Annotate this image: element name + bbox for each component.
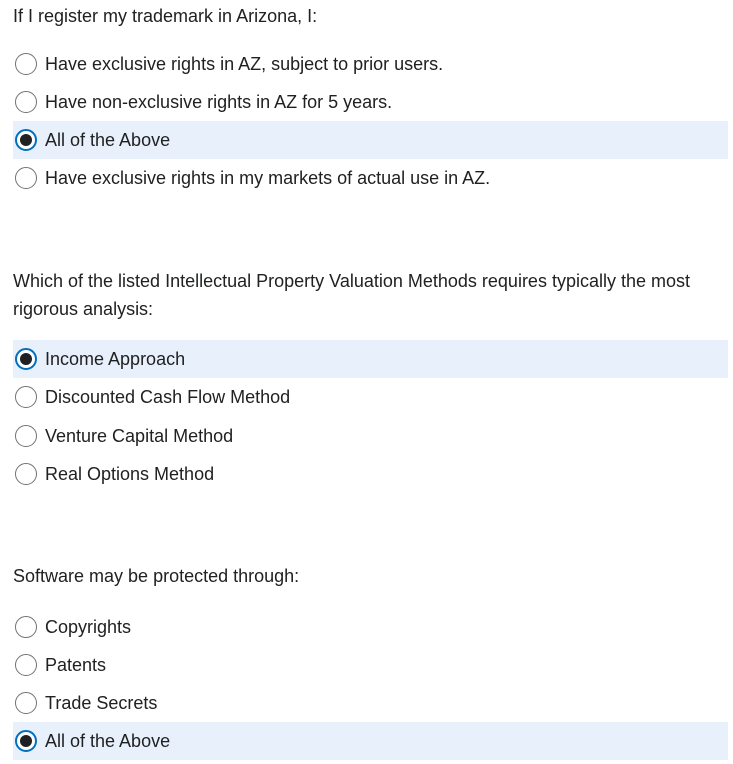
option-label: Discounted Cash Flow Method xyxy=(45,387,291,407)
option-label: Income Approach xyxy=(45,349,186,369)
option-all-of-the-above[interactable] xyxy=(13,121,728,159)
option-real-options[interactable] xyxy=(13,455,728,493)
radio-dot-icon xyxy=(20,735,32,747)
option-patents[interactable] xyxy=(13,646,728,684)
option-exclusive-rights-prior-users[interactable] xyxy=(13,45,728,83)
option-label: Trade Secrets xyxy=(45,693,158,713)
option-venture-capital[interactable] xyxy=(13,417,728,455)
option-label: All of the Above xyxy=(45,130,171,150)
radio-button[interactable] xyxy=(15,463,37,485)
radio-button[interactable] xyxy=(15,654,37,676)
radio-button[interactable] xyxy=(15,53,37,75)
radio-button[interactable] xyxy=(15,348,37,370)
option-non-exclusive-rights[interactable] xyxy=(13,83,728,121)
option-label: Have exclusive rights in AZ, subject to prior users. xyxy=(45,54,444,74)
radio-button[interactable] xyxy=(15,692,37,714)
radio-dot-icon xyxy=(20,353,32,365)
question-prompt: Software may be protected through: xyxy=(13,566,300,586)
radio-button[interactable] xyxy=(15,91,37,113)
radio-dot-icon xyxy=(20,134,32,146)
option-label: All of the Above xyxy=(45,731,171,751)
option-exclusive-rights-markets[interactable] xyxy=(13,159,728,197)
radio-button[interactable] xyxy=(15,129,37,151)
option-copyrights[interactable] xyxy=(13,608,728,646)
radio-button[interactable] xyxy=(15,425,37,447)
option-discounted-cash-flow[interactable] xyxy=(13,378,728,416)
radio-button[interactable] xyxy=(15,386,37,408)
option-label: Have exclusive rights in my markets of actual use in AZ. xyxy=(45,168,491,188)
radio-button[interactable] xyxy=(15,730,37,752)
option-all-of-the-above[interactable] xyxy=(13,722,728,760)
option-label: Copyrights xyxy=(45,617,132,637)
option-label: Venture Capital Method xyxy=(45,426,234,446)
option-label: Patents xyxy=(45,655,107,675)
radio-button[interactable] xyxy=(15,167,37,189)
option-trade-secrets[interactable] xyxy=(13,684,728,722)
option-label: Real Options Method xyxy=(45,464,215,484)
radio-button[interactable] xyxy=(15,616,37,638)
question-prompt: If I register my trademark in Arizona, I: xyxy=(13,6,318,26)
option-income-approach[interactable] xyxy=(13,340,728,378)
option-label: Have non-exclusive rights in AZ for 5 years. xyxy=(45,92,393,112)
question-prompt: Which of the listed Intellectual Property Valuation Methods requires typically the most rigorous analysis: xyxy=(13,271,690,319)
